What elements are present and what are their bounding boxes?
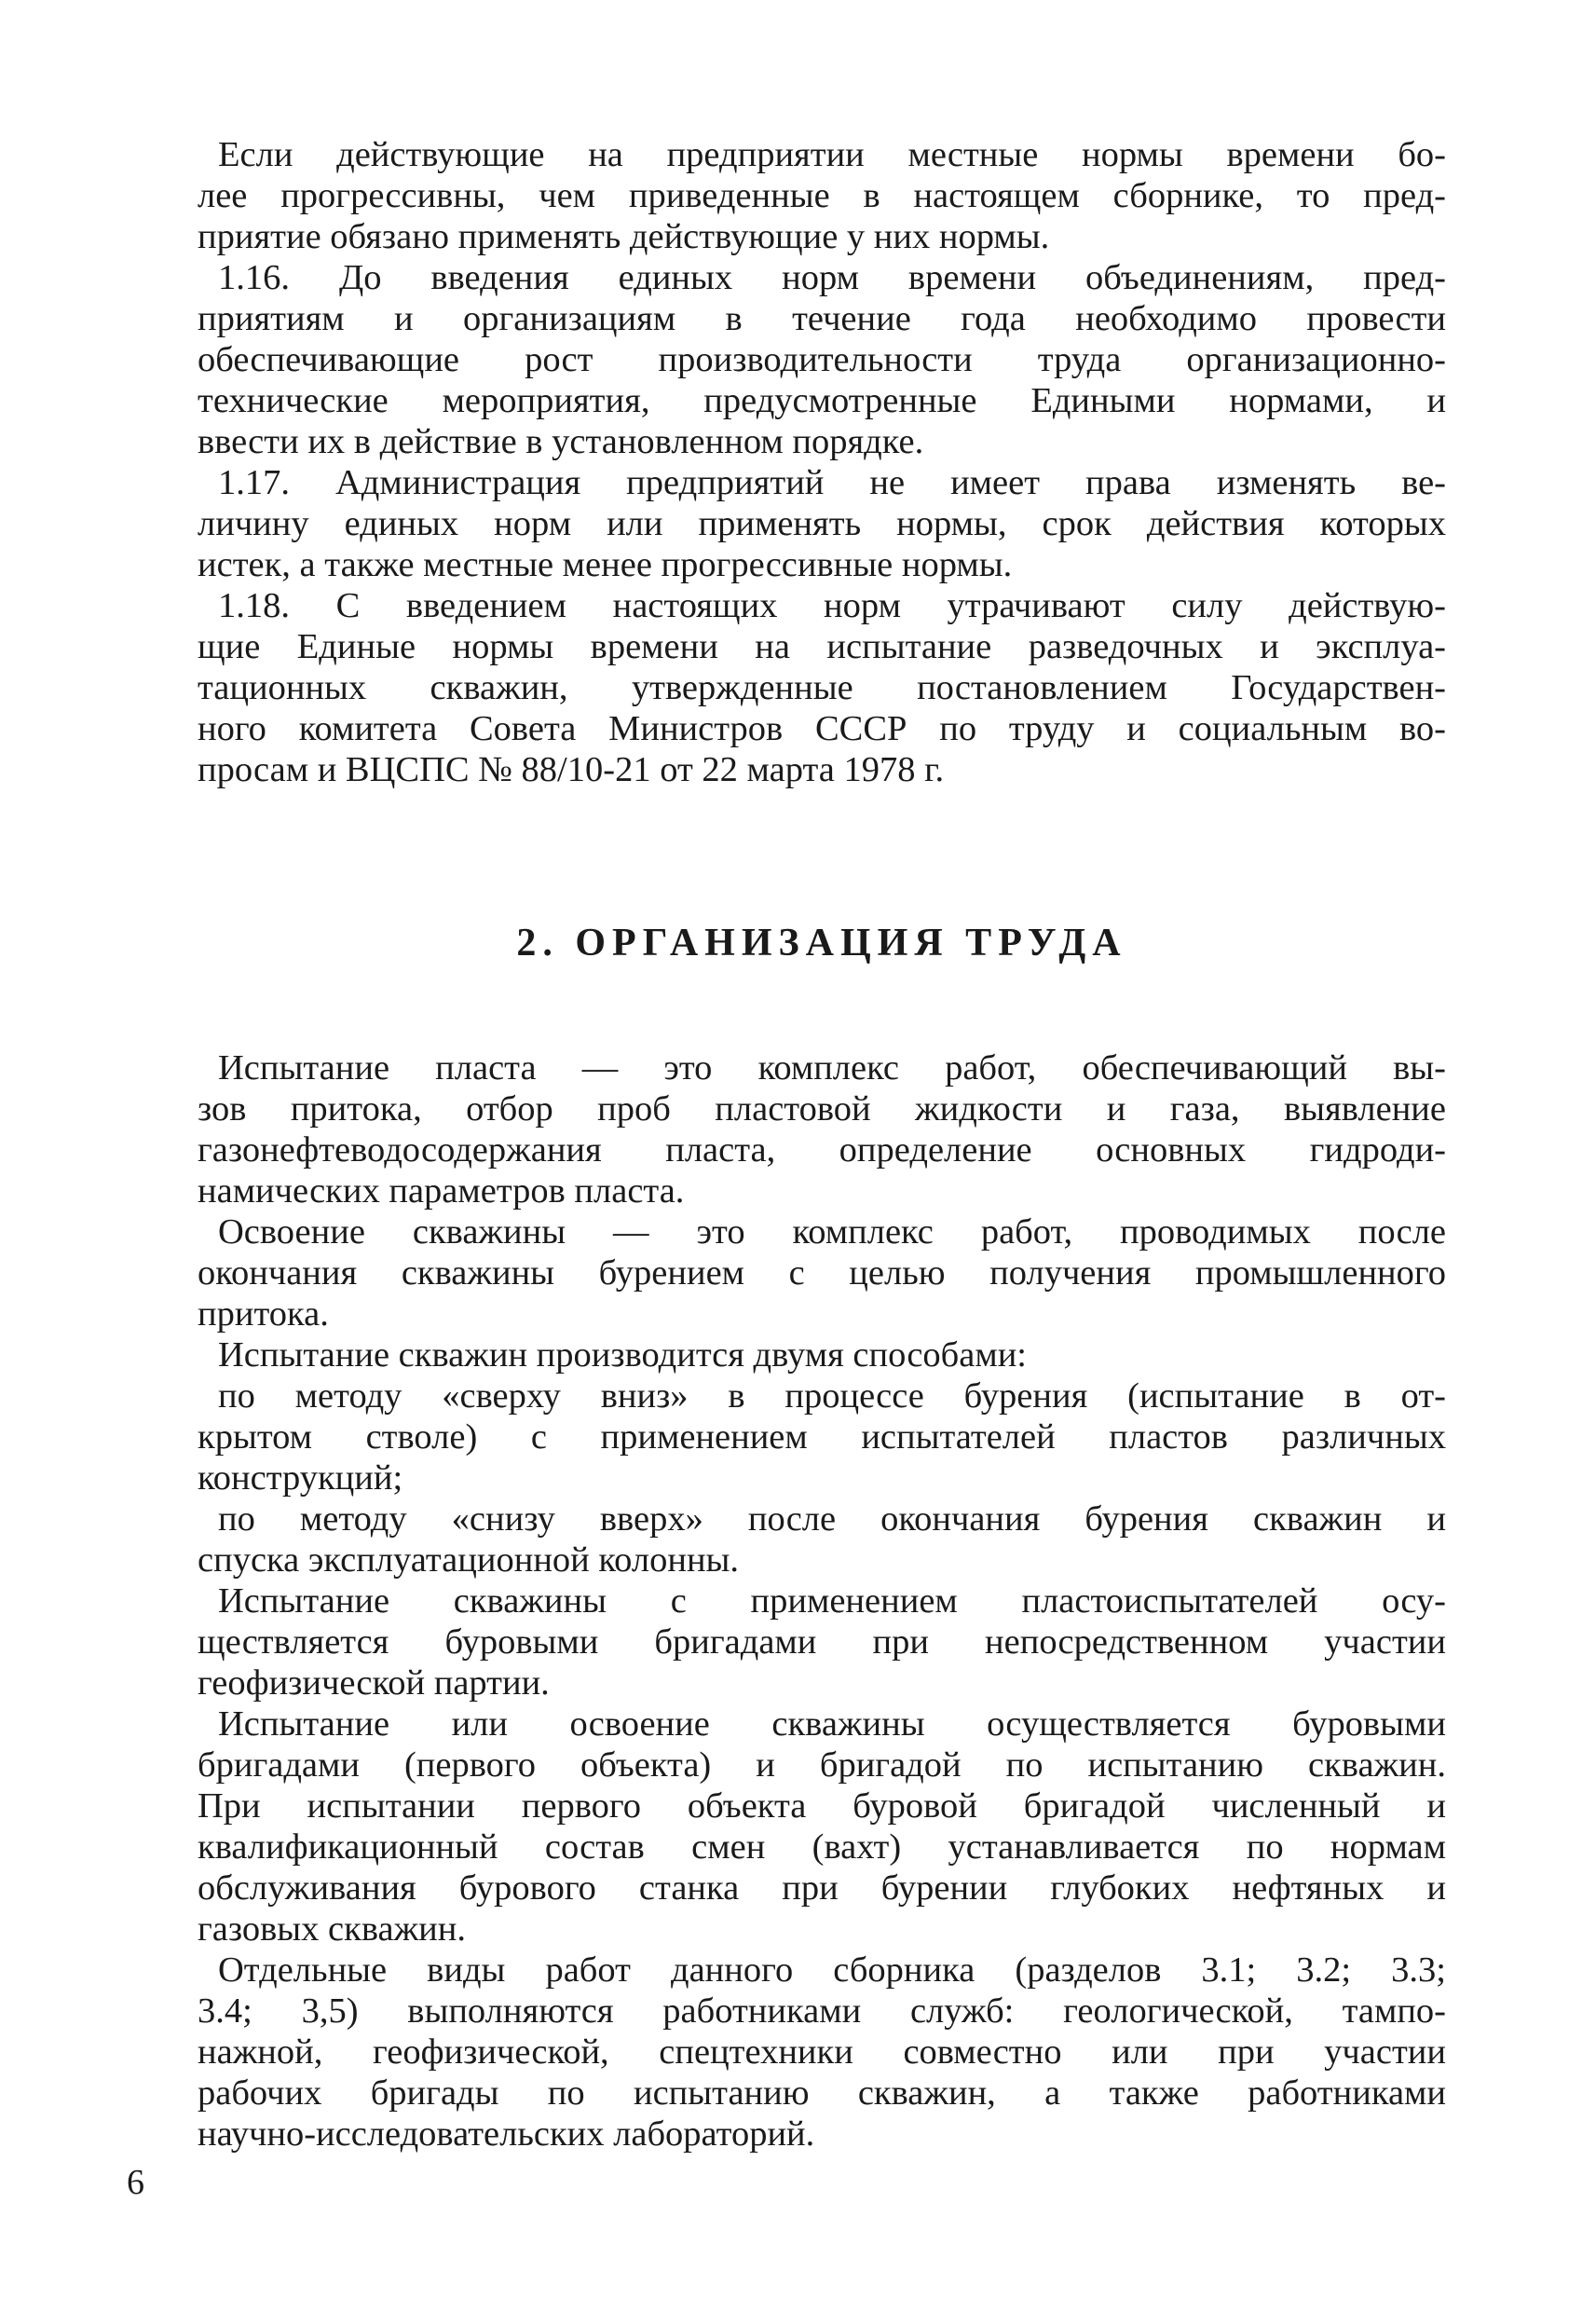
text-line: газовых скважин. — [198, 1909, 467, 1949]
text-line: приятиям и организациям в течение года необходимо провести — [198, 299, 1446, 338]
text-line: Если действующие на предприятии местные нормы времени бо- — [218, 135, 1446, 174]
text-line: 1.16. До введения единых норм времени объединениям, пред- — [218, 258, 1446, 297]
text-line: зов притока, отбор проб пластовой жидкости и газа, выявление — [198, 1089, 1446, 1129]
text-line: При испытании первого объекта буровой бригадой численный и — [198, 1786, 1446, 1826]
text-line: лее прогрессивны, чем приведенные в настоящем сборнике, то пред- — [198, 176, 1446, 215]
text-line: Испытание пласта — это комплекс работ, обеспечивающий вы- — [218, 1048, 1446, 1088]
text-line: обслуживания бурового станка при бурении глубоких нефтяных и — [198, 1868, 1446, 1908]
section-heading: 2. ОРГАНИЗАЦИЯ ТРУДА — [516, 922, 1127, 964]
text-line: личину единых норм или применять нормы, срок действия которых — [198, 504, 1446, 543]
text-line: ного комитета Совета Министров СССР по труду и социальным во- — [198, 709, 1446, 748]
text-line: Отдельные виды работ данного сборника (разделов 3.1; 3.2; 3.3; — [218, 1950, 1446, 1990]
text-line: просам и ВЦСПС № 88/10-21 от 22 марта 1978 г. — [198, 750, 945, 789]
text-line: приятие обязано применять действующие у них нормы. — [198, 217, 1050, 256]
text-line: рабочих бригады по испытанию скважин, а также работниками — [198, 2073, 1446, 2113]
page-number: 6 — [127, 2163, 144, 2202]
text-line: бригадами (первого объекта) и бригадой по испытанию скважин. — [198, 1745, 1446, 1785]
text-line: ввести их в действие в установленном порядке. — [198, 422, 924, 461]
text-line: окончания скважины бурением с целью получения промышленного — [198, 1253, 1446, 1293]
text-line: научно-исследовательских лабораторий. — [198, 2114, 815, 2154]
text-line: газонефтеводосодержания пласта, определение основных гидроди- — [198, 1130, 1446, 1170]
text-line: ществляется буровыми бригадами при непосредственном участии — [198, 1622, 1446, 1662]
text-line: притока. — [198, 1294, 329, 1334]
text-line: тационных скважин, утвержденные постановлением Государствен- — [198, 668, 1446, 707]
text-line: намических параметров пласта. — [198, 1171, 685, 1211]
text-line: по методу «сверху вниз» в процессе бурения (испытание в от- — [218, 1376, 1446, 1416]
text-line: обеспечивающие рост производительности труда организационно- — [198, 340, 1446, 379]
text-line: спуска эксплуатационной колонны. — [198, 1540, 740, 1580]
text-line: технические мероприятия, предусмотренные Едиными нормами, и — [198, 381, 1446, 420]
text-line: квалификационный состав смен (вахт) устанавливается по нормам — [198, 1827, 1446, 1867]
text-line: по методу «снизу вверх» после окончания бурения скважин и — [218, 1499, 1446, 1539]
text-line: 1.18. С введением настоящих норм утрачивают силу действую- — [218, 586, 1446, 625]
text-line: Испытание скважины с применением пластоиспытателей осу- — [218, 1581, 1446, 1621]
text-line: щие Единые нормы времени на испытание разведочных и эксплуа- — [198, 627, 1446, 666]
text-line: геофизической партии. — [198, 1663, 550, 1703]
text-line: истек, а также местные менее прогрессивные нормы. — [198, 545, 1013, 584]
text-line: Испытание скважин производится двумя способами: — [218, 1335, 1027, 1375]
text-line: Освоение скважины — это комплекс работ, проводимых после — [218, 1212, 1446, 1252]
text-line: нажной, геофизической, спецтехники совместно или при участии — [198, 2032, 1446, 2072]
text-line: Испытание или освоение скважины осуществляется буровыми — [218, 1704, 1446, 1744]
text-line: 3.4; 3,5) выполняются работниками служб: геологической, тампо- — [198, 1991, 1446, 2031]
text-line: крытом стволе) с применением испытателей пластов различных — [198, 1417, 1446, 1457]
text-line: конструкций; — [198, 1458, 403, 1498]
text-line: 1.17. Администрация предприятий не имеет права изменять ве- — [218, 463, 1446, 502]
